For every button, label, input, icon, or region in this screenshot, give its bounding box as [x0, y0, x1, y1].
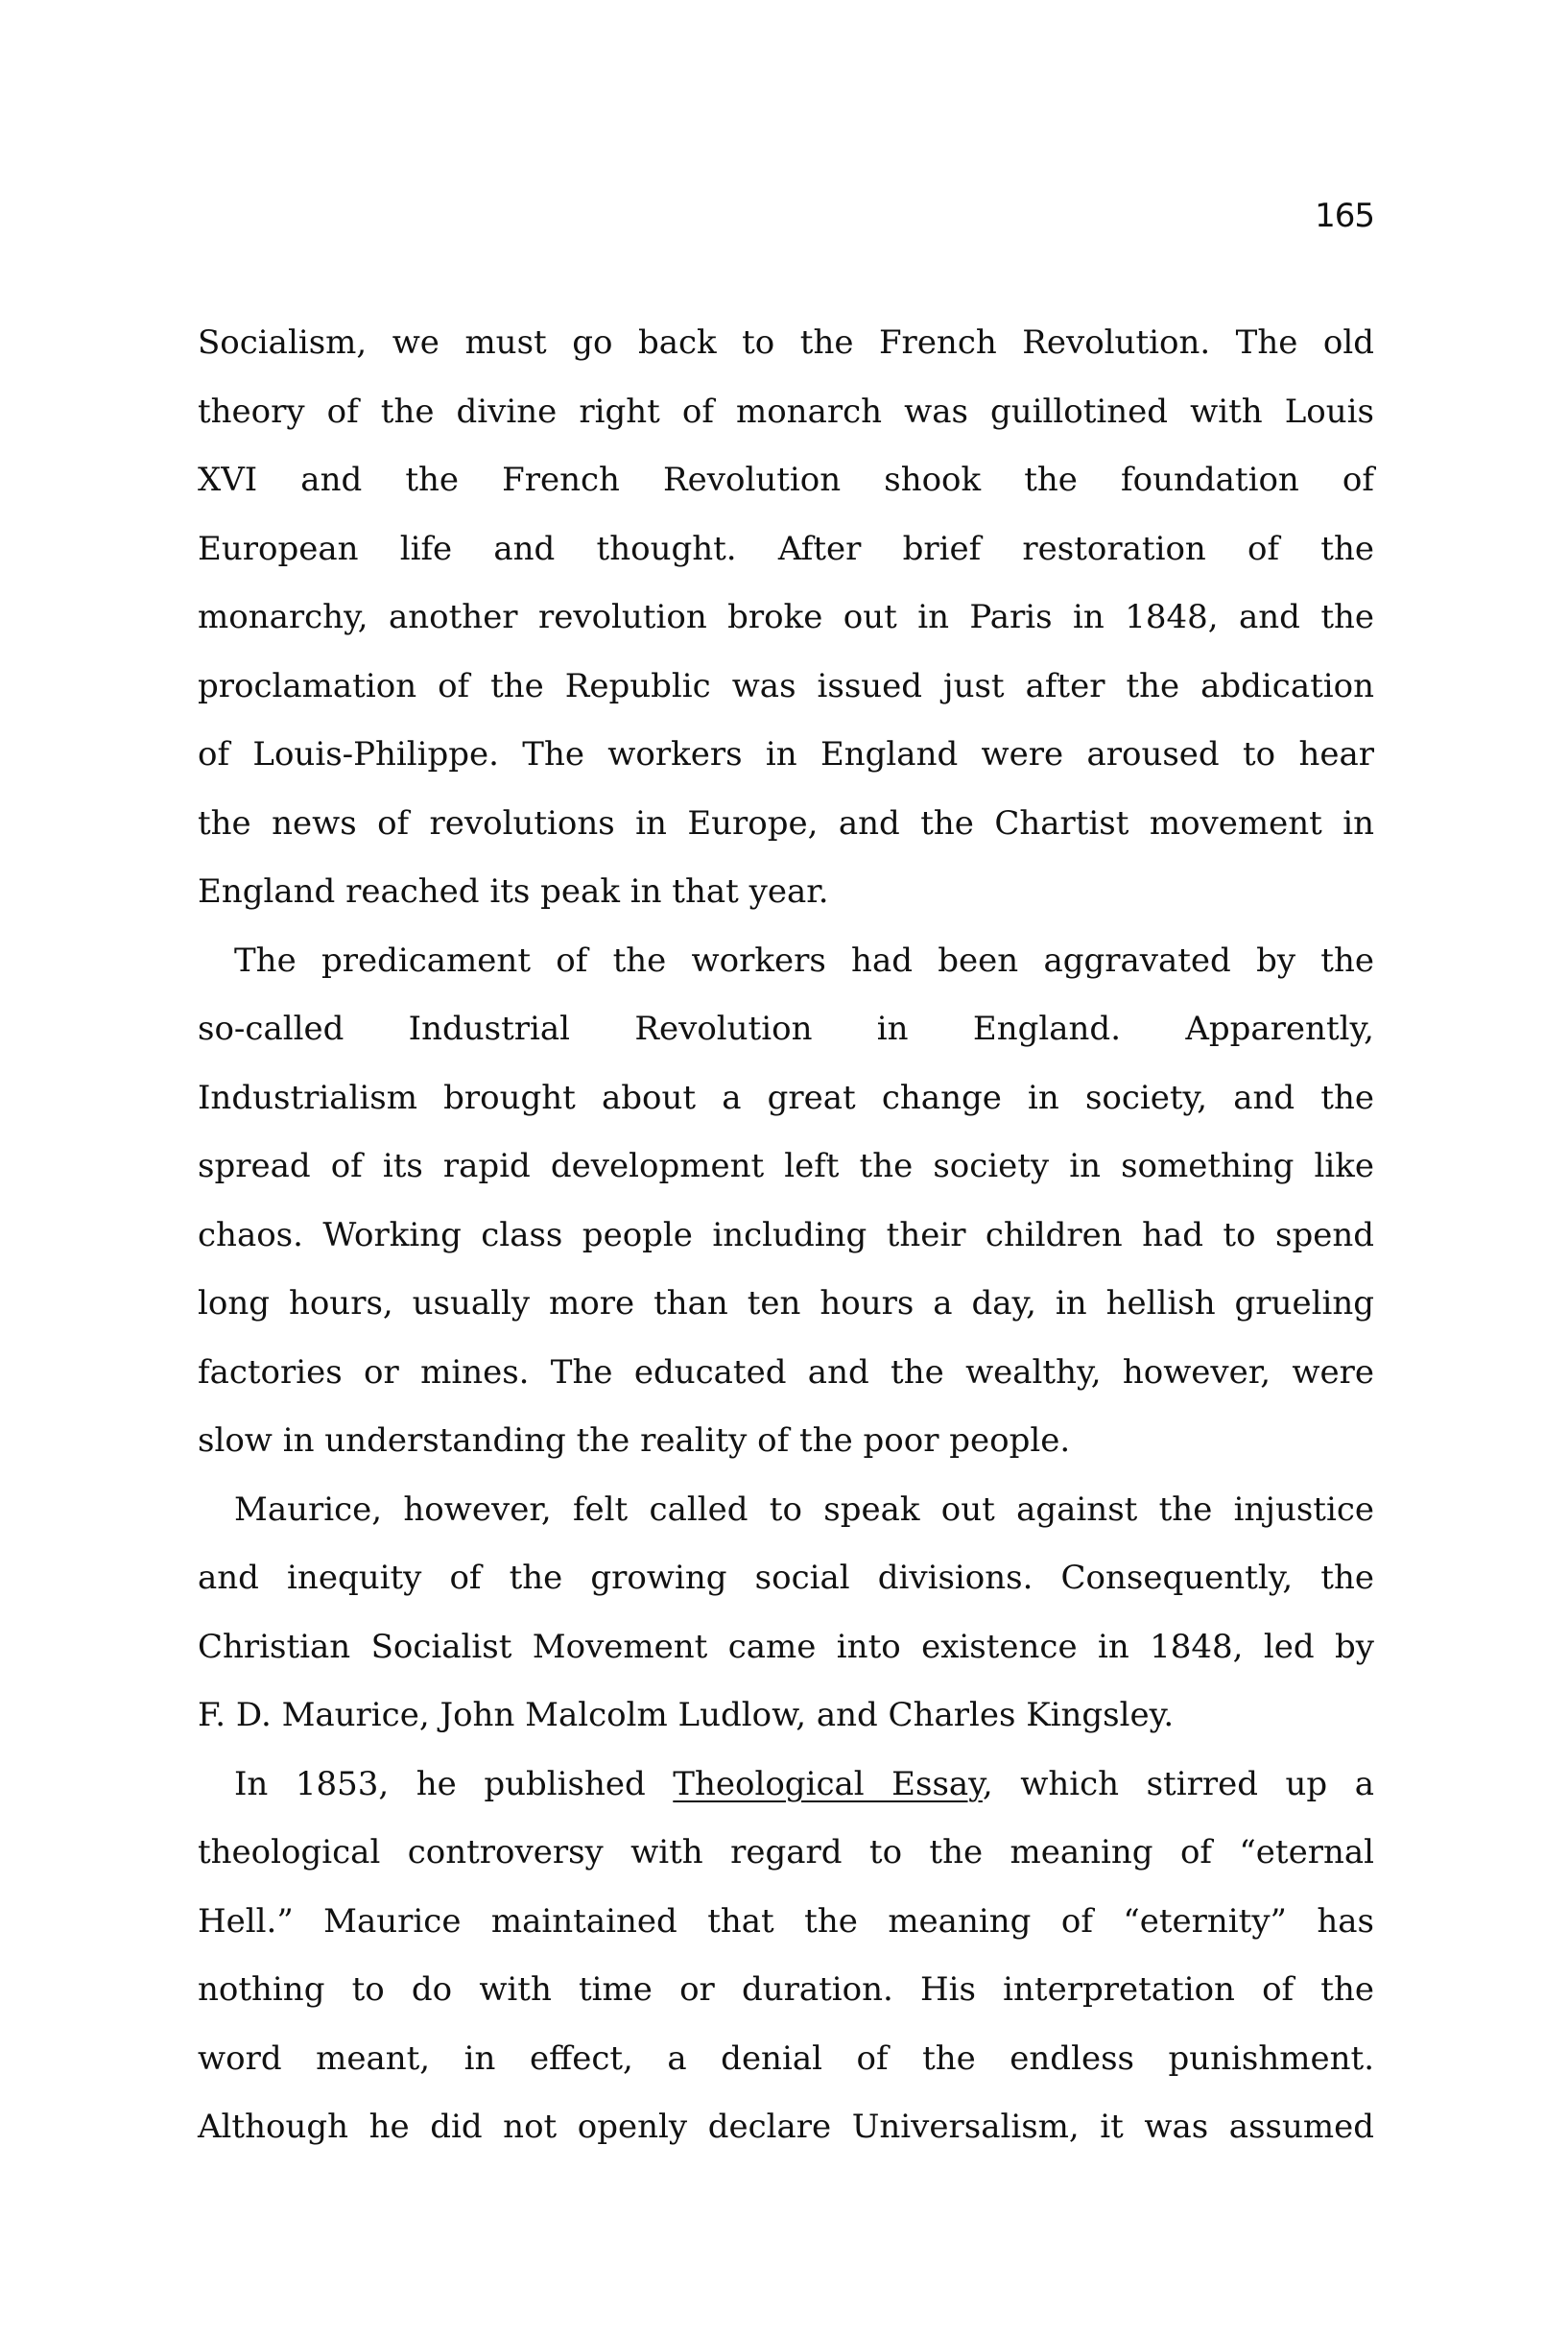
- text-line: word meant, in effect, a denial of the endless punishment.: [198, 2038, 1374, 2078]
- text-line: European life and thought. After brief restoration of the: [198, 529, 1374, 568]
- text-line: monarchy, another revolution broke out in Paris in 1848, and the: [198, 598, 1374, 636]
- text-line: spread of its rapid development left the society in something like: [198, 1147, 1374, 1185]
- text-line: F. D. Maurice, John Malcolm Ludlow, and Charles Kingsley.: [198, 1696, 1175, 1734]
- text-line: long hours, usually more than ten hours a day, in hellish grueling: [198, 1284, 1374, 1323]
- page-number: 165: [1315, 197, 1374, 235]
- text-line: the news of revolutions in Europe, and the Chartist movement in: [198, 803, 1374, 843]
- paragraph-french-revolution: [198, 309, 1374, 927]
- paragraph-christian-socialism: [198, 1476, 1374, 1751]
- text-segment: , which stirred up a: [982, 1764, 1375, 1803]
- book-title: Theological Essay: [673, 1764, 983, 1803]
- text-line: Socialism, we must go back to the French Revolution. The old: [198, 323, 1374, 362]
- text-line: and inequity of the growing social divisions. Consequently, the: [198, 1559, 1374, 1597]
- text-line: The predicament of the workers had been aggravated by the: [234, 941, 1374, 980]
- text-line: Industrialism brought about a great change in society, and the: [198, 1078, 1374, 1117]
- text-line: of Louis-Philippe. The workers in England were aroused to hear: [198, 735, 1374, 774]
- text-line: nothing to do with time or duration. His interpretation of the: [198, 1970, 1374, 2009]
- text-line: chaos. Working class people including their children had to spend: [198, 1215, 1374, 1254]
- text-line: slow in understanding the reality of the poor people.: [198, 1421, 1071, 1460]
- text-line: [198, 1751, 1374, 1820]
- text-line: proclamation of the Republic was issued just after the abdication: [198, 666, 1374, 705]
- text-line: Maurice, however, felt called to speak out against the injustice: [234, 1490, 1374, 1529]
- text-line: theory of the divine right of monarch was guillotined with Louis: [198, 392, 1374, 431]
- text-line: Christian Socialist Movement came into existence in 1848, led by: [198, 1627, 1374, 1666]
- text-segment: In 1853, he published: [234, 1764, 674, 1803]
- paragraph-industrial-revolution: [198, 927, 1374, 1476]
- text-line: Although he did not openly declare Universalism, it was assumed: [198, 2108, 1374, 2146]
- text-line: XVI and the French Revolution shook the foundation of: [198, 461, 1374, 499]
- text-line: Hell.” Maurice maintained that the meaning of “eternity” has: [198, 1901, 1374, 1941]
- text-line: theological controversy with regard to the meaning of “eternal: [198, 1833, 1374, 1871]
- text-line: factories or mines. The educated and the wealthy, however, were: [198, 1352, 1374, 1392]
- text-line: so-called Industrial Revolution in England. Apparently,: [198, 1010, 1374, 1048]
- text-line: England reached its peak in that year.: [198, 872, 829, 911]
- body-text: [198, 309, 1374, 2162]
- paragraph-theological-essay: [198, 1751, 1374, 2162]
